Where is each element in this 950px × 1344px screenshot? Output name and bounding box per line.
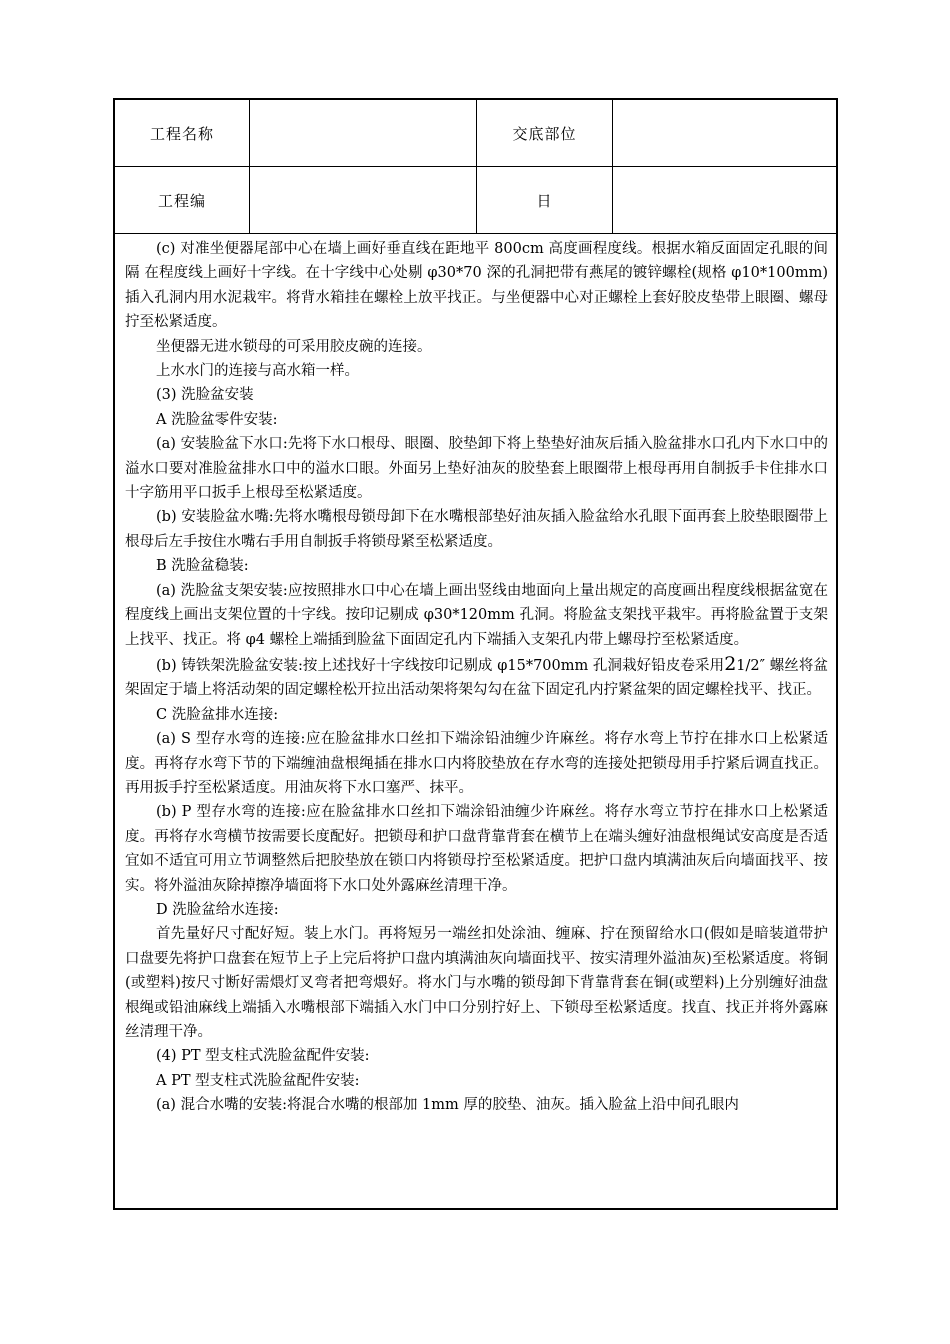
subsection-heading: C 洗脸盆排水连接: [156,706,279,723]
project-name-label: 工程名称 [149,124,214,143]
paragraph: (a) 洗脸盆支架安装:应按照排水口中心在墙上画出竖线由地面向上量出规定的高度画出程度线根据盆宽在程度线上画出支架位置的十字线。按印记剔成 φ30*120mm 孔洞。将脸盆支架找平栽牢。再将脸盆置于支架上找平、找正。将 φ4 螺栓上端插到脸盆下面固定孔内下端插入支架孔内带上螺母拧至松紧适度。 [125,582,828,648]
subsection-heading: A 洗脸盆零件安装: [156,411,278,428]
disclosure-content [125,237,828,1118]
project-number-label: 工程编 [157,191,206,210]
disclosure-location-label: 交底部位 [512,124,577,143]
date-label: 日 [536,191,553,210]
paragraph: 首先量好尺寸配好短。装上水门。再将短另一端丝扣处涂油、缠麻、拧在预留给水口(假如是暗装道带护口盘要先将护口盘套在短节上子上完后将护口盘内填满油灰向墙面找平、按实清理外溢油灰)至松紧适度。将铜(或塑料)按尺寸断好需煨灯叉弯者把弯煨好。将水门与水嘴的锁母卸下背靠背套在铜(或塑料)上分别缠好油盘根绳或铅油麻线上端插入水嘴根部下端插入水门中口分别拧好上、下锁母至松紧适度。找直、找正并将外露麻丝清理干净。 [125,926,828,1040]
section-heading: (4) PT 型支柱式洗脸盆配件安装: [156,1048,370,1065]
section-heading: (3) 洗脸盆安装 [156,387,254,404]
paragraph: (a) 安装脸盆下水口:先将下水口根母、眼圈、胶垫卸下将上垫垫好油灰后插入脸盆排水口孔内下水口中的溢水口要对准脸盆排水口中的溢水口眼。外面另上垫好油灰的胶垫套上眼圈带上根母再用自制扳手卡住排水口十字筋用平口扳手上根母至松紧适度。 [125,436,828,502]
paragraph: (a) S 型存水弯的连接:应在脸盆排水口丝扣下端涂铅油缠少许麻丝。将存水弯上节拧在排水口上松紧适度。再将存水弯下节的下端缠油盘根绳插在排水口内将胶垫放在存水弯的连接处把锁母用手拧紧后调直找正。再用扳手拧至松紧适度。用油灰将下水口塞严、抹平。 [125,731,828,796]
paragraph: (a) 混合水嘴的安装:将混合水嘴的根部加 1mm 厚的胶垫、油灰。插入脸盆上沿中间孔眼内 [156,1097,739,1114]
paragraph: 上水水门的连接与高水箱一样。 [156,363,359,380]
paragraph: 坐便器无进水锁母的可采用胶皮碗的连接。 [156,338,432,355]
paragraph: (c) 对准坐便器尾部中心在墙上画好垂直线在距地平 800cm 高度画程度线。根据水箱反面固定孔眼的间隔 在程度线上画好十字线。在十字线中心处剔 φ30*70 深的孔洞把带有燕尾的镀锌螺栓(规格 φ10*100mm)插入孔洞内用水泥栽牢。将背水箱挂在螺栓上放平找正。与坐便器中心对正螺栓上套好胶皮垫带上眼圈、螺母拧至松紧适度。 [125,241,828,331]
paragraph [125,652,828,703]
date-value[interactable] [613,167,836,233]
paragraph-text: 2 [724,652,737,675]
project-name-value[interactable] [250,100,476,166]
subsection-heading: B 洗脸盆稳装: [156,558,249,575]
paragraph: (b) P 型存水弯的连接:应在脸盆排水口丝扣下端涂铅油缠少许麻丝。将存水弯立节拧在排水口上松紧适度。再将存水弯横节按需要长度配好。把锁母和护口盘背靠背套在横节上在端头缠好油盘根绳试安高度是否适宜如不适宜可用立节调整然后把胶垫放在锁口内将锁母拧至松紧适度。把护口盘内填满油灰后向墙面找平、按实。将外溢油灰除掉擦净墙面将下水口处外露麻丝清理干净。 [125,804,828,894]
disclosure-location-value[interactable] [613,100,836,166]
header-bottom-divider [115,233,836,234]
subsection-heading: A PT 型支柱式洗脸盆配件安装: [156,1072,360,1089]
disclosure-form [113,98,838,1210]
project-number-value[interactable] [250,167,476,233]
paragraph-text: 1/2″ 螺丝将盆架固定于墙上将活动架的固定螺栓松开拉出活动架将架勾勾在盆下固定孔内拧紧盆架的固定螺栓找平、找正。 [125,657,828,699]
subsection-heading: D 洗脸盆给水连接: [156,901,279,918]
paragraph-text: (b) 铸铁架洗脸盆安装:按上述找好十字线按印记剔成 φ15*700mm 孔洞栽好铅皮卷采用 [156,657,725,674]
paragraph: (b) 安装脸盆水嘴:先将水嘴根母锁母卸下在水嘴根部垫好油灰插入脸盆给水孔眼下面再套上胶垫眼圈带上根母后左手按住水嘴右手用自制扳手将锁母紧至松紧适度。 [125,509,828,550]
